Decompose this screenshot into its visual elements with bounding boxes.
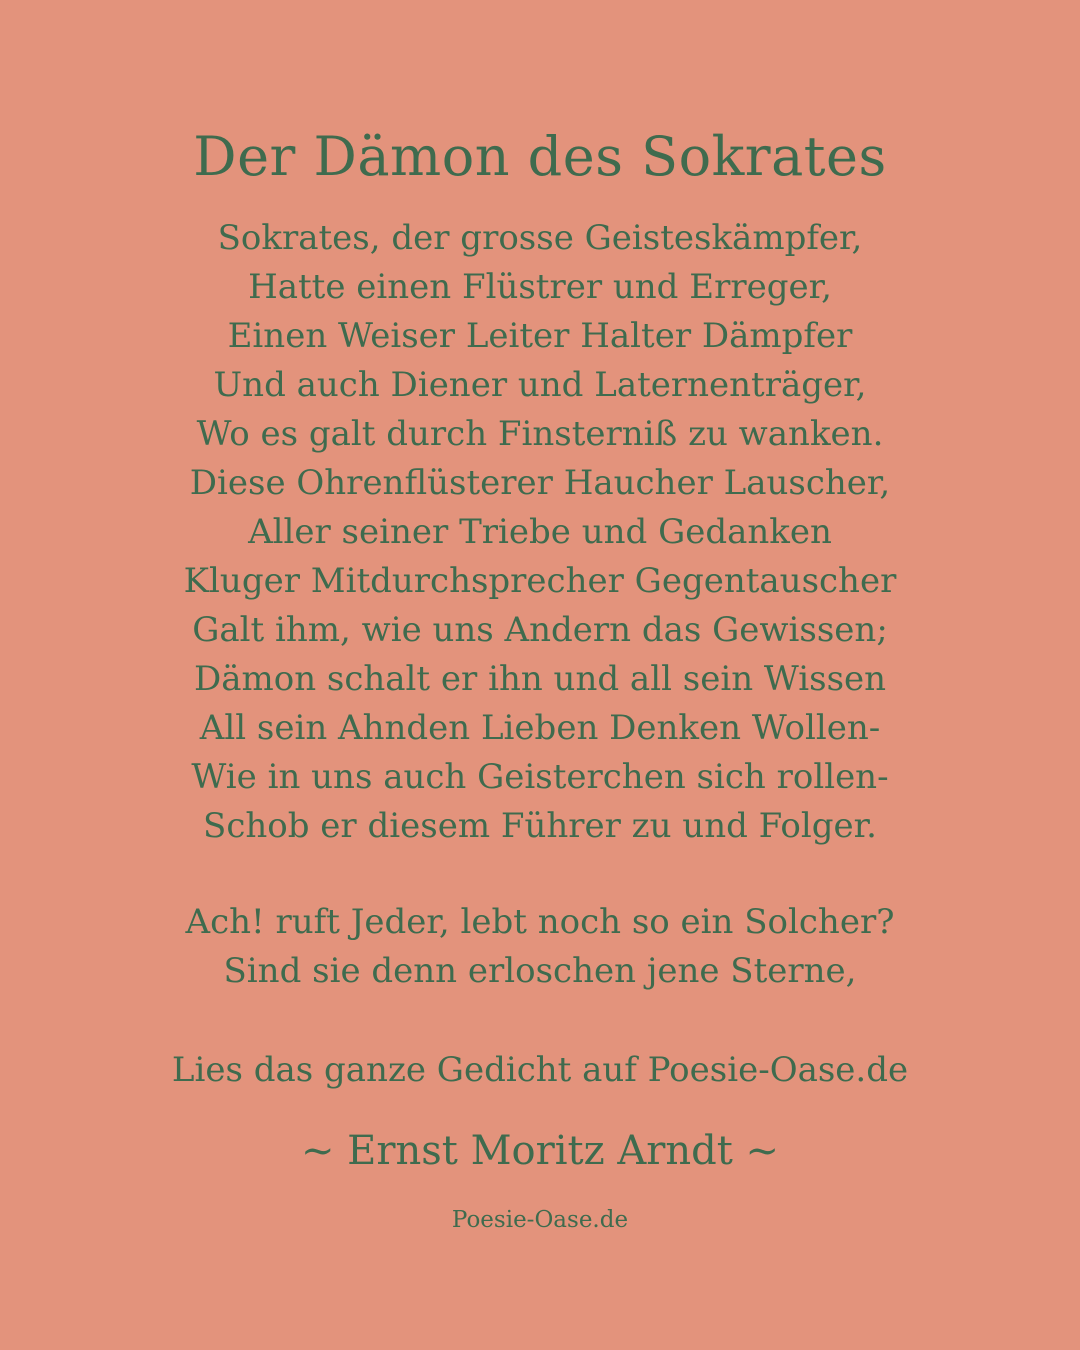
poem-line: Galt ihm, wie uns Andern das Gewissen;	[192, 610, 888, 650]
poem-line: Ach! ruft Jeder, lebt noch so ein Solcher?	[185, 902, 895, 942]
poem-line: Wo es galt durch Finsterniß zu wanken.	[196, 414, 884, 454]
poem-line: Diese Ohrenflüsterer Haucher Lauscher,	[189, 463, 891, 503]
author-name: ~ Ernst Moritz Arndt ~	[300, 1128, 780, 1174]
poem-line: Wie in uns auch Geisterchen sich rollen-	[191, 757, 889, 797]
poem-line: Sind sie denn erloschen jene Sterne,	[223, 951, 857, 991]
poem-line: Sokrates, der grosse Geisteskämpfer,	[217, 218, 863, 258]
poem-line: Hatte einen Flüstrer und Erreger,	[248, 267, 832, 307]
poem-line: Und auch Diener und Laternenträger,	[213, 365, 867, 405]
poem-title: Der Dämon des Sokrates	[193, 125, 887, 188]
poem-line: Aller seiner Triebe und Gedanken	[248, 512, 832, 552]
poem-line: Dämon schalt er ihn und all sein Wissen	[193, 659, 887, 699]
poem-line: Einen Weiser Leiter Halter Dämpfer	[227, 316, 853, 356]
stanza-2	[0, 898, 1080, 996]
read-more-text: Lies das ganze Gedicht auf Poesie-Oase.de	[171, 1050, 909, 1090]
poem-line: Schob er diesem Führer zu und Folger.	[203, 806, 877, 846]
stanza-1	[0, 214, 1080, 851]
site-watermark: Poesie-Oase.de	[451, 1207, 629, 1233]
poem-line: Kluger Mitdurchsprecher Gegentauscher	[183, 561, 897, 601]
poem-line: All sein Ahnden Lieben Denken Wollen-	[199, 708, 881, 748]
